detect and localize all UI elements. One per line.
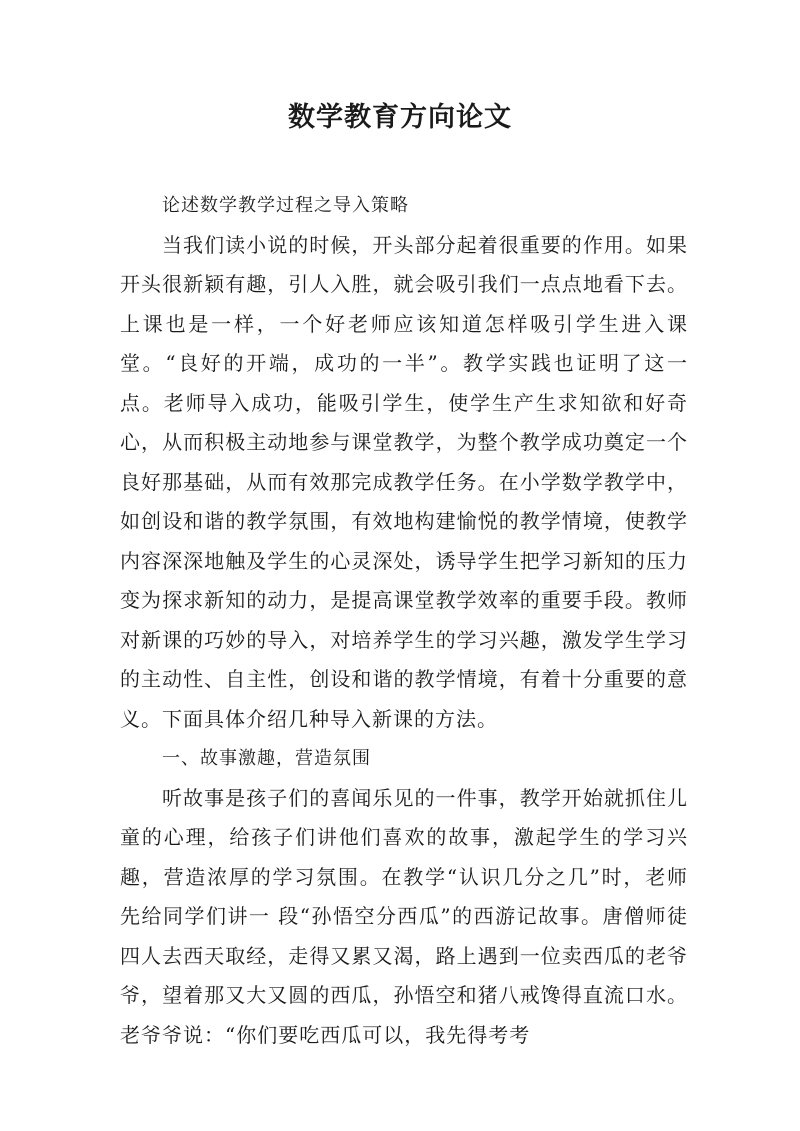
paragraph-intro: 当我们读小说的时候，开头部分起着很重要的作用。如果开头很新颖有趣，引人入胜，就会吸引我们一点点地看下去。上课也是一样，一个好老师应该知道怎样吸引学生进入课堂。“良好的开端，成功的一半”。教学实践也证明了这一点。老师导入成功，能吸引学生，使学生产生求知欲和好奇心，从而积极主动地参与课堂教学，为整个教学成功奠定一个良好那基础，从而有效那完成教学任务。在小学数学教学中，如创设和谐的教学氛围，有效地构建愉悦的教学情境，使教学内容深深地触及学生的心灵深处，诱导学生把学习新知的压力变为探求新知的动力，是提高课堂教学效率的重要手段。教师对新课的巧妙的导入，对培养学生的学习兴趣，激发学生学习的主动性、自主性，创设和谐的教学情境，有着十分重要的意义。下面具体介绍几种导入新课的方法。 xyxy=(120,232,688,731)
page-title: 数学教育方向论文 xyxy=(288,102,512,133)
document-body xyxy=(120,186,688,1055)
paragraph-story: 听故事是孩子们的喜闻乐见的一件事，教学开始就抓住儿童的心理，给孩子们讲他们喜欢的故事，激起学生的学习兴趣，营造浓厚的学习氛围。在教学“认识几分之几”时，老师先给同学们讲一 段“孙悟空分西瓜”的西游记故事。唐僧师徒四人去西天取经，走得又累又渴，路上遇到一位卖西瓜的老爷爷，望着那又大又圆的西瓜，孙悟空和猪八戒馋得直流口水。老爷爷说：“你们要吃西瓜可以，我先得考考 xyxy=(120,785,688,1047)
section-heading: 一、故事激趣，营造氛围 xyxy=(162,748,371,769)
paragraph-subtitle: 论述数学教学过程之导入策略 xyxy=(162,195,409,216)
